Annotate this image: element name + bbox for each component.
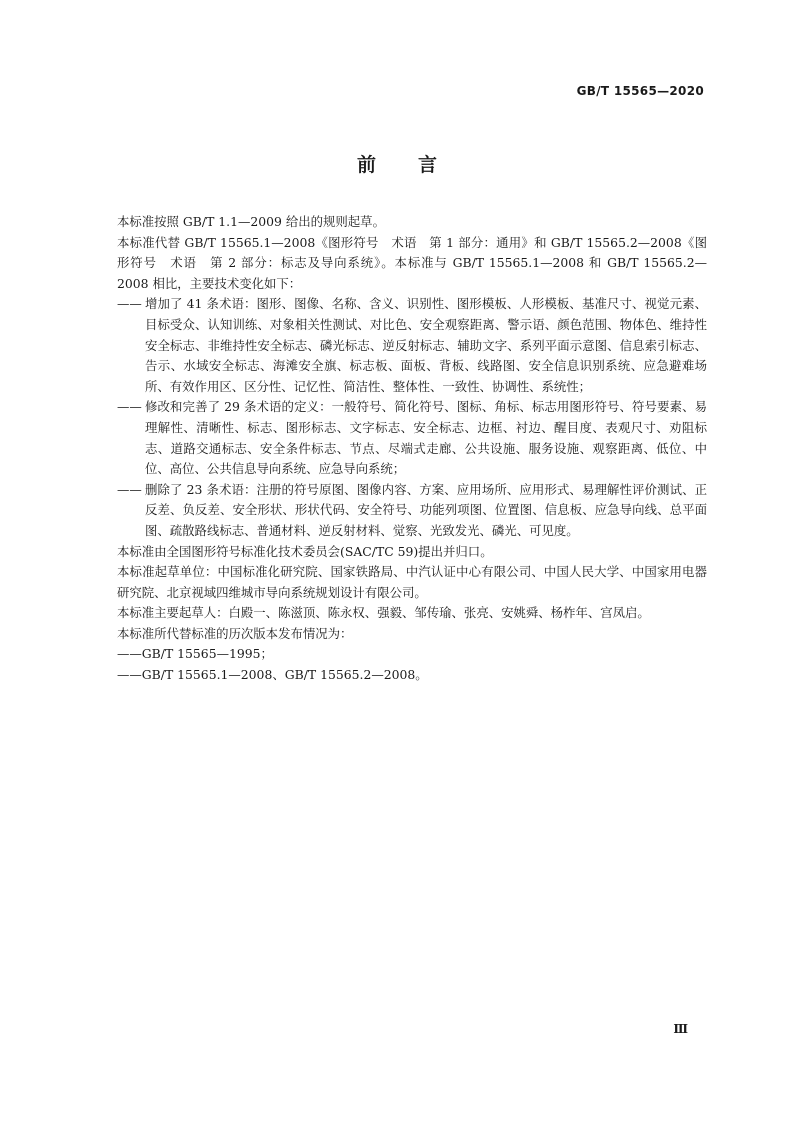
- dash-marker: ——: [117, 399, 142, 415]
- change-item-added: [117, 294, 707, 397]
- paragraph-drafting-units: 本标准起草单位：中国标准化研究院、国家铁路局、中汽认证中心有限公司、中国人民大学、中国家用电器研究院、北京视域四维城市导向系统规划设计有限公司。: [117, 564, 707, 600]
- paragraph-proposer: 本标准由全国图形符号标准化技术委员会(SAC/TC 59)提出并归口。: [117, 543, 493, 559]
- paragraph-drafters: 本标准主要起草人：白殿一、陈滋顶、陈永权、强毅、邹传瑜、张亮、安姚舜、杨柞年、宫凤启。: [117, 605, 650, 621]
- dash-marker: ——: [117, 296, 142, 312]
- change-text: 增加了 41 条术语：图形、图像、名称、含义、识别性、图形模板、人形模板、基准尺寸、视觉元素、目标受众、认知训练、对象相关性测试、对比色、安全观察距离、警示语、颜色范围、物体色、维持性安全标志、非维持性安全标志、磷光标志、逆反射标志、辅助文字、系列平面示意图、信息索引标志、告示、水域安全标志、海滩安全旗、标志板、面板、背板、线路图、安全信息识别系统、应急避难场所、有效作用区、区分性、记忆性、简洁性、整体性、一致性、协调性、系统性；: [145, 296, 707, 394]
- page-title: 前言: [356, 154, 479, 176]
- page-number: Ⅲ: [673, 1022, 688, 1036]
- paragraph-history-intro: 本标准所代替标准的历次版本发布情况为：: [117, 625, 353, 641]
- paragraph-drafting-rules: 本标准按照 GB/T 1.1—2009 给出的规则起草。: [117, 214, 385, 229]
- standard-code: GB/T 15565—2020: [576, 84, 704, 98]
- change-text: 删除了 23 条术语：注册的符号原图、图像内容、方案、应用场所、应用形式、易理解性评价测试、正反差、负反差、安全形状、形状代码、安全符号、功能列项图、位置图、信息板、应急导向线、总平面图、疏散路线标志、普通材料、逆反射材料、觉察、光致发光、磷光、可见度。: [145, 481, 707, 538]
- change-item-deleted: [117, 480, 707, 542]
- paragraph-replacement: 本标准代替 GB/T 15565.1—2008《图形符号 术语 第 1 部分：通用》和 GB/T 15565.2—2008《图形符号 术语 第 2 部分：标志及导向系统》。本标准与 GB/T 15565.1—2008 和 GB/T 15565.2—2008 相比，主要技术变化如下：: [117, 234, 707, 291]
- change-item-modified: [117, 397, 707, 479]
- document-body: [117, 212, 707, 686]
- dash-marker: ——: [117, 481, 142, 497]
- history-item: ——GB/T 15565.1—2008、GB/T 15565.2—2008。: [117, 667, 428, 683]
- history-item: ——GB/T 15565—1995；: [117, 646, 273, 662]
- change-text: 修改和完善了 29 条术语的定义：一般符号、简化符号、图标、角标、标志用图形符号、符号要素、易理解性、清晰性、标志、图形标志、文字标志、安全标志、边框、衬边、醒目度、表观尺寸、劝阻标志、道路交通标志、安全条件标志、节点、尽端式走廊、公共设施、服务设施、观察距离、低位、中位、高位、公共信息导向系统、应急导向系统；: [145, 399, 707, 477]
